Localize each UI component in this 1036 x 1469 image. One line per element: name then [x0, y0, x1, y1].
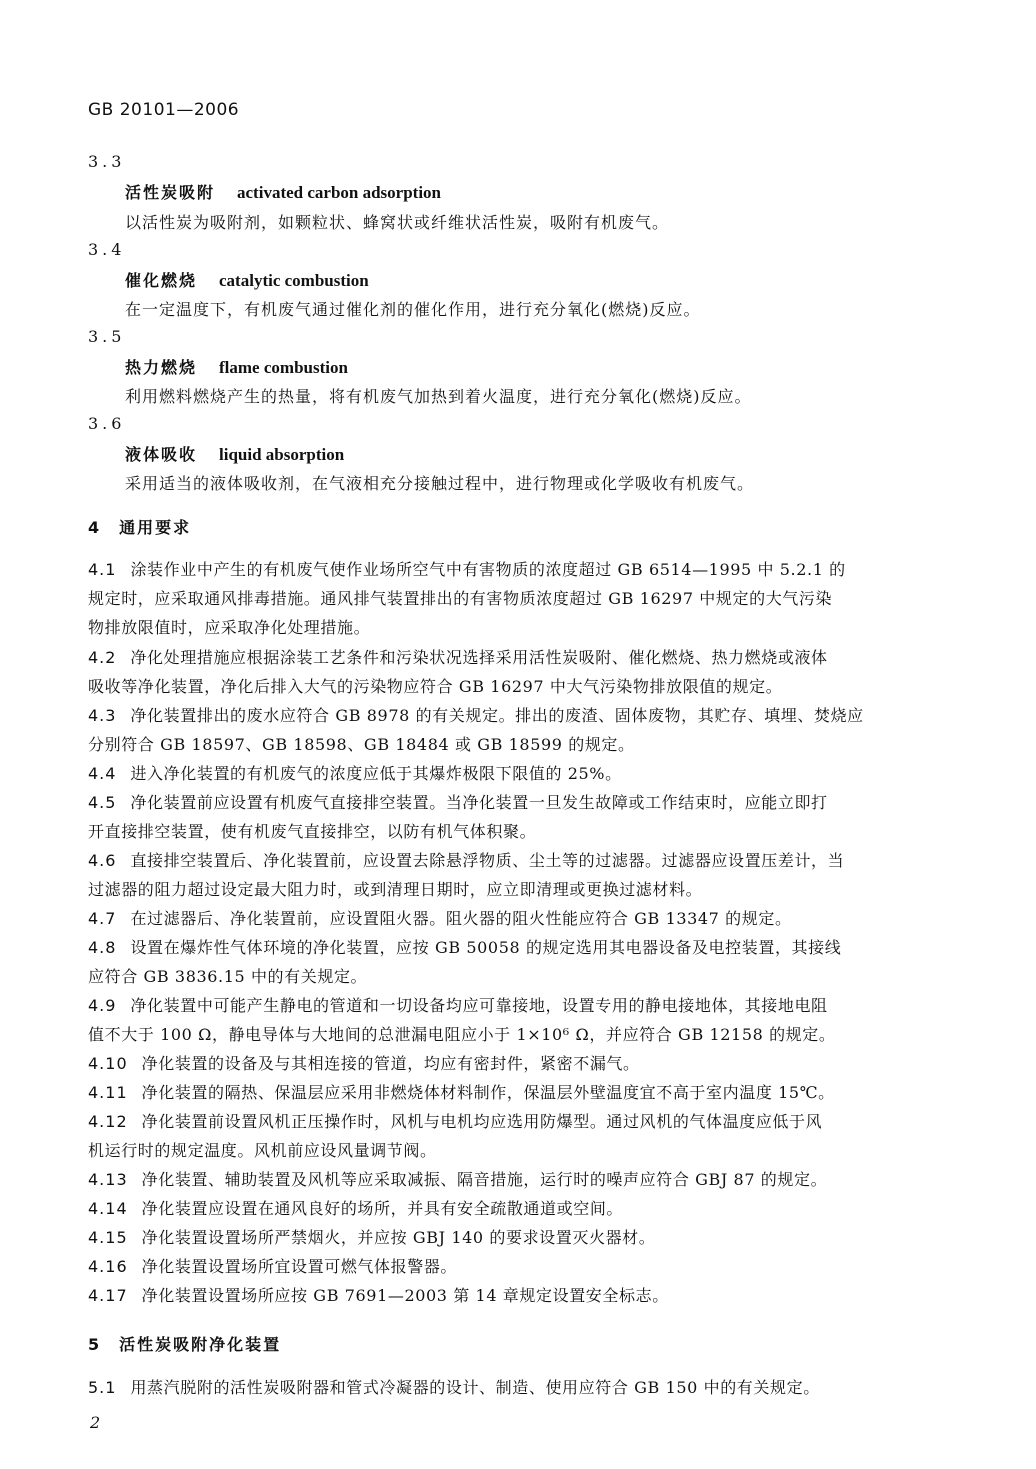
clause: [88, 904, 948, 933]
clause: [88, 1373, 948, 1402]
clause-line: 规定时，应采取通风排毒措施。通风排气装置排出的有害物质浓度超过 GB 16297 中规定的大气污染: [88, 589, 833, 608]
term-definition: 在一定温度下，有机废气通过催化剂的催化作用，进行充分氧化(燃烧)反应。: [125, 300, 701, 319]
clause-number: 4.6: [88, 851, 117, 870]
clause-number: 4.4: [88, 764, 117, 783]
clause-number: 4.10: [88, 1054, 128, 1073]
clause-line: 机运行时的规定温度。风机前应设风量调节阀。: [88, 1141, 437, 1160]
clause-line: 净化装置前应设置有机废气直接排空装置。当净化装置一旦发生故障或工作结束时，应能立即打: [130, 793, 828, 812]
clause-line: 净化装置中可能产生静电的管道和一切设备均应可靠接地，设置专用的静电接地体，其接地电阻: [130, 996, 828, 1015]
term-number: 3.6: [88, 414, 126, 433]
clause: [88, 643, 948, 701]
clause-line: 净化装置设置场所应按 GB 7691—2003 第 14 章规定设置安全标志。: [141, 1286, 669, 1305]
clause-line: 净化装置的设备及与其相连接的管道，均应有密封件，紧密不漏气。: [141, 1054, 640, 1073]
term-heading: [125, 180, 441, 203]
clause-number: 4.8: [88, 938, 117, 957]
clause-line: 吸收等净化装置，净化后排入大气的污染物应符合 GB 16297 中大气污染物排放限值的规定。: [88, 677, 783, 696]
clause: [88, 1078, 948, 1107]
clause-line: 净化装置设置场所宜设置可燃气体报警器。: [141, 1257, 458, 1276]
term-definition: 采用适当的液体吸收剂，在气液相充分接触过程中，进行物理或化学吸收有机废气。: [125, 474, 755, 493]
clause-line: 应符合 GB 3836.15 中的有关规定。: [88, 967, 368, 986]
section-heading: [88, 1332, 281, 1355]
clause-line: 净化装置设置场所严禁烟火，并应按 GBJ 140 的要求设置灭火器材。: [141, 1228, 656, 1247]
section-number: 4: [88, 518, 102, 537]
term-number: 3.4: [88, 240, 126, 259]
standard-header: GB 20101—2006: [88, 100, 240, 120]
clause: [88, 788, 948, 846]
clause-number: 4.2: [88, 648, 117, 667]
clause-number: 4.17: [88, 1286, 128, 1305]
term-zh: 催化燃烧: [125, 271, 198, 290]
clause: [88, 759, 948, 788]
clause-number: 4.16: [88, 1257, 128, 1276]
term-en: liquid absorption: [219, 445, 345, 464]
clause-number: 4.5: [88, 793, 117, 812]
clause-line: 净化装置、辅助装置及风机等应采取减振、隔音措施，运行时的噪声应符合 GBJ 87 的规定。: [141, 1170, 828, 1189]
clause-number: 4.9: [88, 996, 117, 1015]
clause-number: 4.13: [88, 1170, 128, 1189]
clause-line: 净化装置排出的废水应符合 GB 8978 的有关规定。排出的废渣、固体废物，其贮存、填埋、焚烧应: [130, 706, 864, 725]
term-zh: 热力燃烧: [125, 358, 198, 377]
clause-number: 4.1: [88, 560, 117, 579]
term-zh: 活性炭吸附: [125, 183, 216, 202]
term-heading: [125, 442, 344, 465]
clause-line: 物排放限值时，应采取净化处理措施。: [88, 618, 371, 637]
section-title: 通用要求: [119, 518, 192, 537]
clause-number: 4.14: [88, 1199, 128, 1218]
clause: [88, 1107, 948, 1165]
clause-line: 分别符合 GB 18597、GB 18598、GB 18484 或 GB 18599 的规定。: [88, 735, 635, 754]
clause-line: 净化处理措施应根据涂装工艺条件和污染状况选择采用活性炭吸附、催化燃烧、热力燃烧或液体: [130, 648, 828, 667]
clause: [88, 991, 948, 1049]
term-en: activated carbon adsorption: [237, 183, 442, 202]
clause: [88, 1194, 948, 1223]
term-definition: 以活性炭为吸附剂，如颗粒状、蜂窝状或纤维状活性炭，吸附有机废气。: [125, 213, 670, 232]
section-title: 活性炭吸附净化装置: [119, 1335, 282, 1354]
page-number: 2: [90, 1413, 101, 1432]
term-number: 3.3: [88, 152, 126, 171]
clause: [88, 555, 948, 642]
clause: [88, 933, 948, 991]
clause: [88, 1223, 948, 1252]
clause-line: 净化装置应设置在通风良好的场所，并具有安全疏散通道或空间。: [141, 1199, 624, 1218]
section-number: 5: [88, 1335, 102, 1354]
clause-line: 值不大于 100 Ω，静电导体与大地间的总泄漏电阻应小于 1×10⁶ Ω，并应符合 GB 12158 的规定。: [88, 1025, 836, 1044]
clause-number: 4.3: [88, 706, 117, 725]
clause-line: 净化装置前设置风机正压操作时，风机与电机均应选用防爆型。通过风机的气体温度应低于风: [141, 1112, 823, 1131]
clause-number: 4.15: [88, 1228, 128, 1247]
clause-line: 直接排空装置后、净化装置前，应设置去除悬浮物质、尘土等的过滤器。过滤器应设置压差计，当: [130, 851, 845, 870]
clause: [88, 1252, 948, 1281]
clause-line: 在过滤器后、净化装置前，应设置阻火器。阻火器的阻火性能应符合 GB 13347 的规定。: [130, 909, 792, 928]
section-heading: [88, 515, 191, 538]
clause: [88, 1049, 948, 1078]
clause-line: 进入净化装置的有机废气的浓度应低于其爆炸极限下限值的 25%。: [130, 764, 622, 783]
clause-line: 开直接排空装置，使有机废气直接排空，以防有机气体积聚。: [88, 822, 537, 841]
clause-number: 5.1: [88, 1378, 117, 1397]
term-heading: [125, 268, 369, 291]
clause-line: 净化装置的隔热、保温层应采用非燃烧体材料制作，保温层外壁温度宜不高于室内温度 15℃。: [141, 1083, 835, 1102]
clause-number: 4.11: [88, 1083, 128, 1102]
clause: [88, 701, 948, 759]
clause: [88, 1281, 948, 1310]
clause-line: 设置在爆炸性气体环境的净化装置，应按 GB 50058 的规定选用其电器设备及电控装置，其接线: [130, 938, 842, 957]
term-number: 3.5: [88, 327, 126, 346]
clause: [88, 1165, 948, 1194]
term-en: flame combustion: [219, 358, 348, 377]
clause-line: 涂装作业中产生的有机废气使作业场所空气中有害物质的浓度超过 GB 6514—1995 中 5.2.1 的: [130, 560, 846, 579]
term-definition: 利用燃料燃烧产生的热量，将有机废气加热到着火温度，进行充分氧化(燃烧)反应。: [125, 387, 752, 406]
clause: [88, 846, 948, 904]
term-heading: [125, 355, 348, 378]
clause-number: 4.7: [88, 909, 117, 928]
clause-line: 用蒸汽脱附的活性炭吸附器和管式冷凝器的设计、制造、使用应符合 GB 150 中的有关规定。: [130, 1378, 820, 1397]
clause-line: 过滤器的阻力超过设定最大阻力时，或到清理日期时，应立即清理或更换过滤材料。: [88, 880, 703, 899]
term-zh: 液体吸收: [125, 445, 198, 464]
clause-number: 4.12: [88, 1112, 128, 1131]
term-en: catalytic combustion: [219, 271, 369, 290]
